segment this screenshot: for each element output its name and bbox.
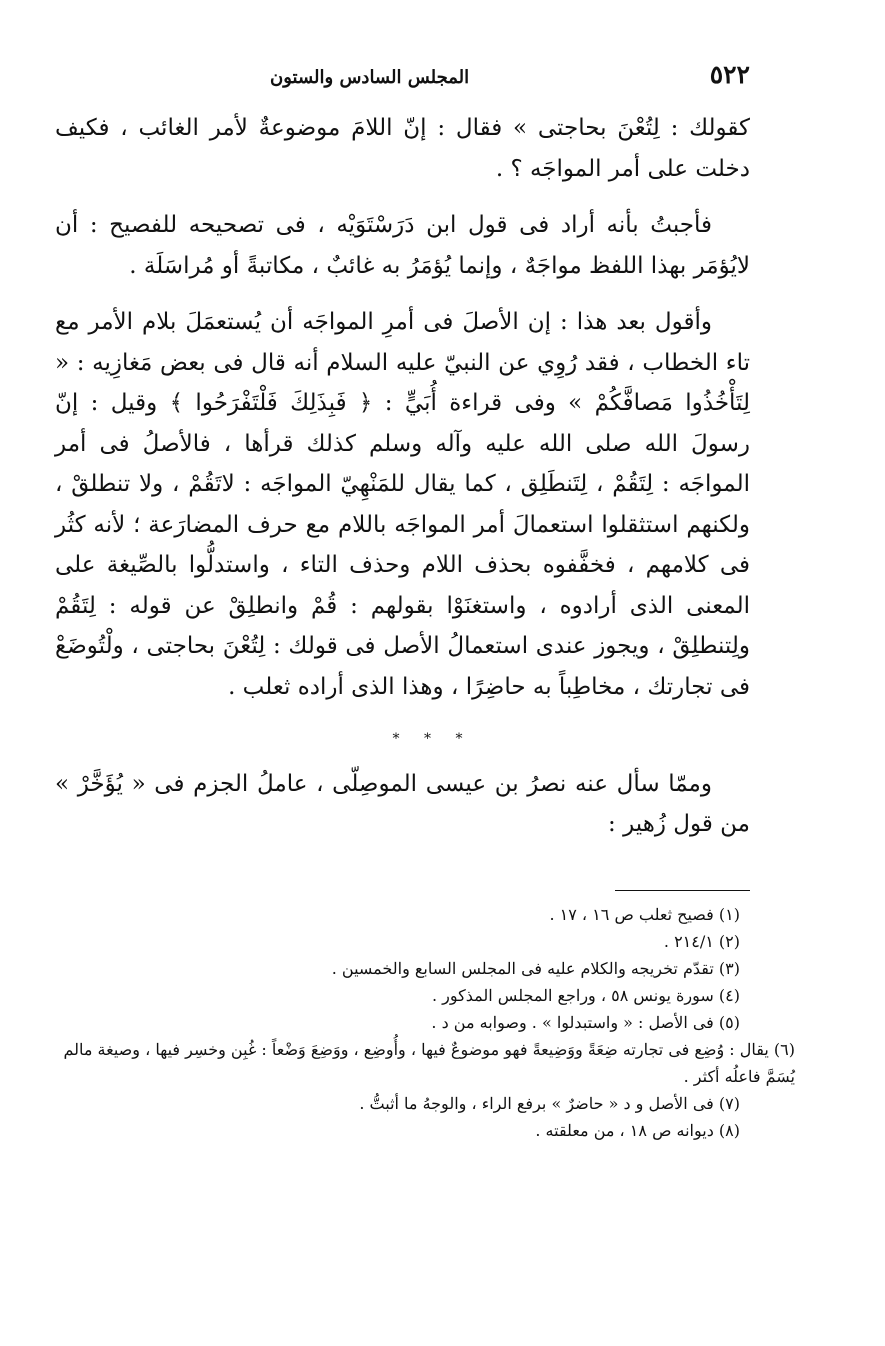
page-number: ٥٢٢ [709,60,750,89]
footnote: (٧) فى الأصل و د « حاضرٌ » برفع الراء ، والوجهُ ما أثبتُّ . [359,1093,740,1113]
footnote: (٨) ديوانه ص ١٨ ، من معلقته . [535,1120,740,1140]
paragraph: وأقول بعد هذا : إن الأصلَ فى أمرِ المواجَه أن يُستعمَلَ بلام الأمر مع تاء الخطاب ، فقد رُوِي عن النبيّ عليه السلام أنه قال فى بعض مَغازِيه : « لِتَأْخُذُوا مَصافَّكُمْ » وفى قراءة أُبَيٍّ : ﴿ فَبِذَلِكَ فَلْتَفْرَحُوا ﴾ وقيل : إنّ رسولَ الله صلى الله عليه وآله وسلم كذلك قرأها ، فالأصلُ فى أمر المواجَه : لِتَقُمْ ، لِتَنطَلِق ، كما يقال للمَنْهِيّ المواجَه : لاتَقُمْ ، ولا تنطلقْ ، ولكنهم استثقلوا استعمالَ أمر المواجَه باللام مع حرف المضارَعة ؛ لأنه كثُر فى كلامهم ، فخفَّفوه بحذف اللام وحذف التاء ، واستدلُّوا بالصِّيغة على المعنى الذى أرادوه ، واستغنَوْا بقولهم : قُمْ وانطلِقْ عن قوله : لِتَقُمْ ولِتنطلِقْ ، ويجوز عندى استعمالُ الأصل فى قولك : لِتُعْنَ بحاجتى ، ولْتُوضَعْ فى تجارتك ، مخاطِباً به حاضِرًا ، وهذا الذى أراده ثعلب . [55,309,750,700]
page-header [55,60,750,108]
section-separator: * * * [392,731,473,747]
footnote: (٤) سورة يونس ٥٨ ، وراجع المجلس المذكور . [431,985,740,1005]
footnote: (٦) يقال : وُضِع فى تجارته ضِعَةً ووَضِيعةً فهو موضوعٌ فيها ، وأُوضِع ، ووَضِعَ وَضْعاً : غُبِن وخسِر فيها ، وصيغة مالم يُسَمَّ فاعلُه أكثر . [63,1039,795,1086]
running-title: المجلس السادس والستون [270,67,470,88]
paragraph: وممّا سأل عنه نصرُ بن عيسى الموصِلّى ، عاملُ الجزم فى « يُؤَخَّرْ » من قول زُهير : [55,770,750,837]
main-text [55,108,750,845]
footnotes [55,901,795,1144]
footnote: (٢) ٢١٤/١ . [663,931,740,951]
footnote: (١) فصيح ثعلب ص ١٦ ، ١٧ . [549,904,740,924]
paragraph: فأجبتُ بأنه أراد فى قول ابن دَرَسْتَوَيْه ، فى تصحيحه للفصيح : أن لايُؤمَر بهذا اللفظ مواجَهٌ ، وإنما يُؤمَرُ به غائبٌ ، مكاتبةً أو مُراسَلَة . [55,212,750,279]
footnote: (٥) فى الأصل : « واستبدلوا » . وصوابه من د . [431,1012,740,1032]
footnote-rule [615,890,750,891]
paragraph: كقولك : لِتُعْنَ بحاجتى » فقال : إنّ اللامَ موضوعةٌ لأمر الغائب ، فكيف دخلت على أمر المواجَه ؟ . [55,115,751,182]
footnote: (٣) تقدّم تخريجه والكلام عليه فى المجلس السابع والخمسين . [331,958,740,978]
